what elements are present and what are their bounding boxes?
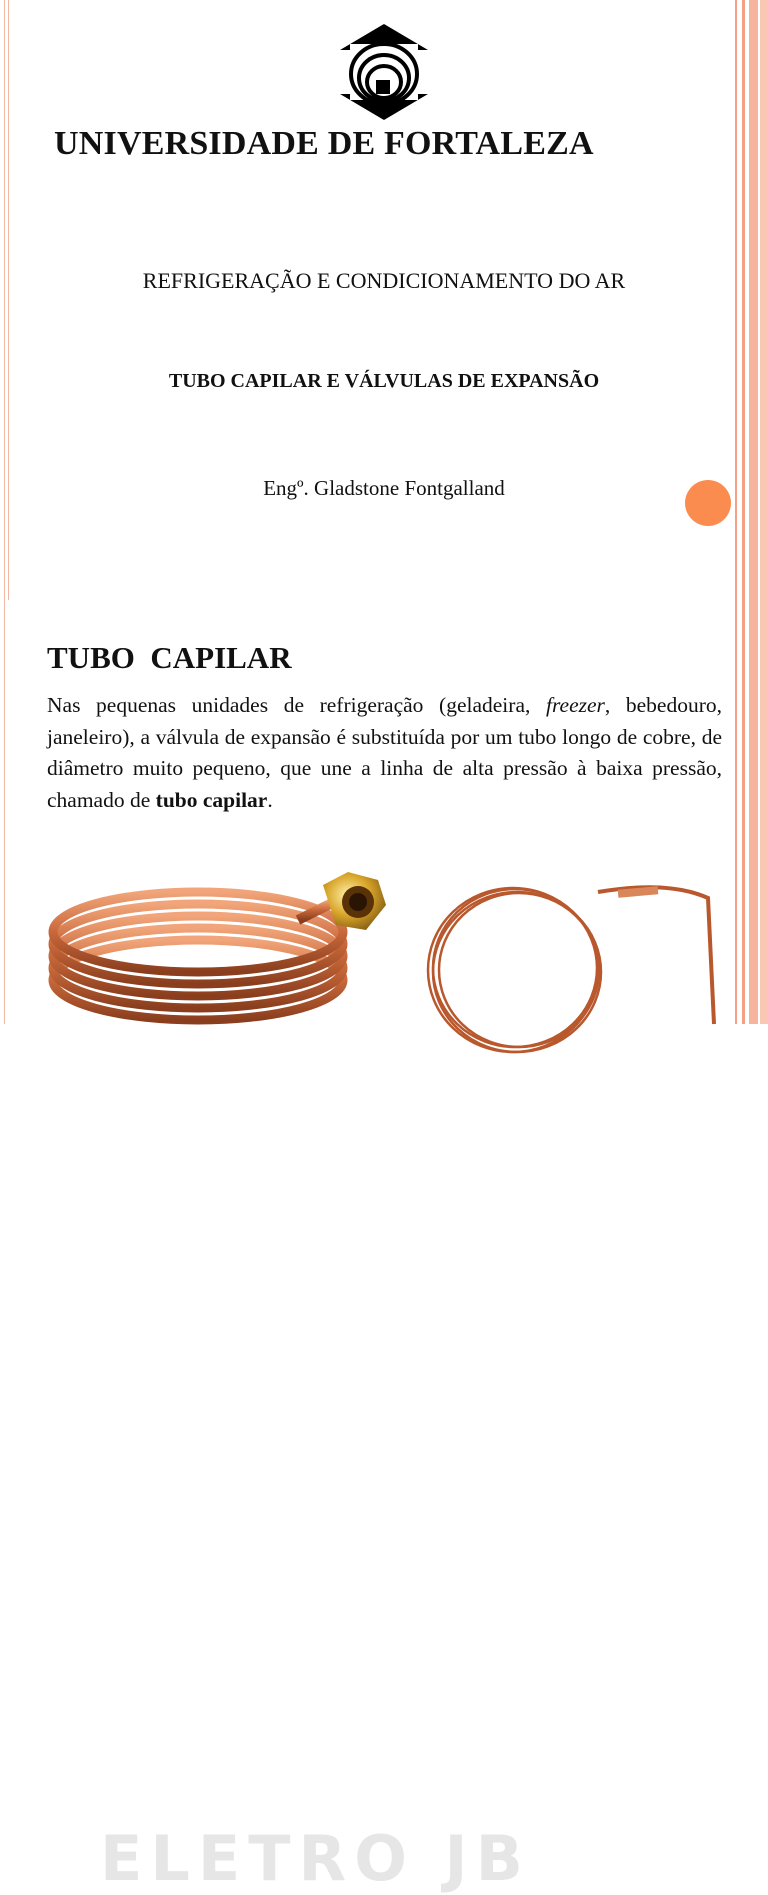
section-title: TUBO CAPILAR (47, 640, 292, 675)
decor-stripe (760, 0, 768, 1024)
university-title: UNIVERSIDADE DE FORTALEZA (54, 125, 594, 162)
paragraph-text: Nas pequenas unidades de refrigeração (geladeira, (47, 693, 546, 717)
decor-stripe (742, 0, 745, 1024)
decor-stripe (735, 0, 737, 1024)
frame-line-left (4, 0, 5, 1024)
copper-coil-photo (48, 860, 531, 1895)
capillary-tube-coil-icon (418, 860, 730, 1024)
coiled-copper-tube-icon (48, 860, 408, 1024)
section-paragraph (47, 690, 722, 816)
topic-title: TUBO CAPILAR E VÁLVULAS DE EXPANSÃO (168, 370, 600, 392)
paragraph-bold-term: tubo capilar (155, 787, 268, 812)
frame-line-left-inner (8, 0, 9, 600)
decor-stripe (749, 0, 758, 1024)
image-watermark: ELETRO JB (100, 1822, 531, 1895)
author-name: Engº. Gladstone Fontgalland (263, 476, 505, 500)
university-logo-icon (336, 22, 432, 122)
paragraph-text: , bebedouro, janeleiro), a válvula de expansão é substituída por um tubo longo de cobre, de diâmetro muito pequeno, que une a linha de alta pressão à baixa pressão, chamado de (47, 693, 722, 812)
paragraph-italic-term: freezer (545, 693, 605, 717)
paragraph-text: . (267, 787, 273, 812)
capillary-tube-photo (418, 860, 730, 1024)
subject-line: REFRIGERAÇÃO E CONDICIONAMENTO DO AR (142, 268, 626, 293)
